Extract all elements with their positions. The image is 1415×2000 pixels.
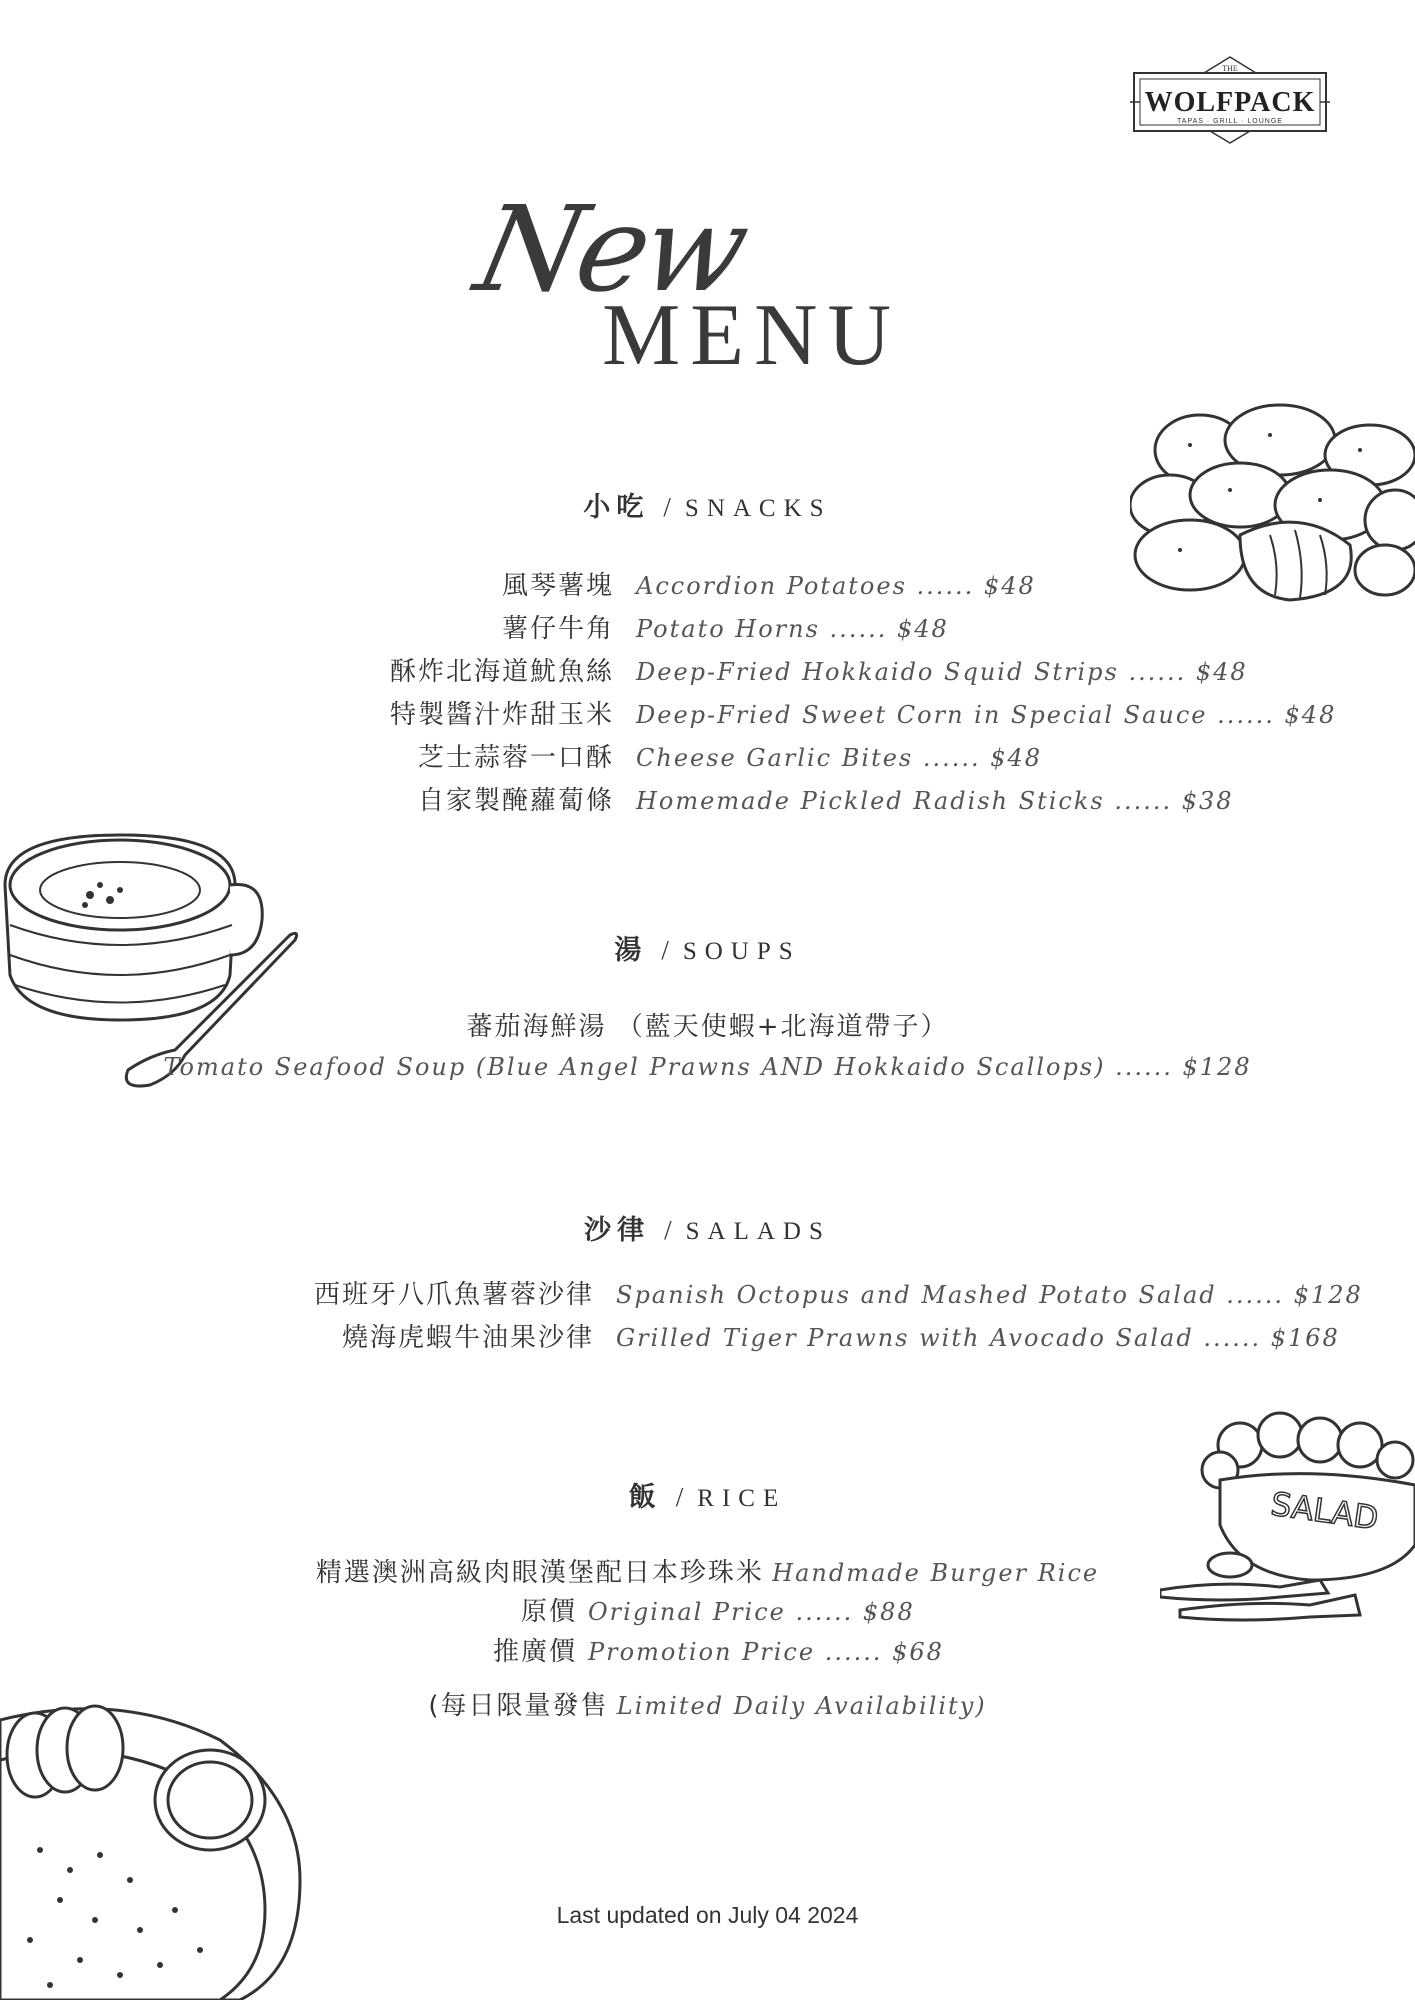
- menu-item-row: [0, 1275, 1415, 1315]
- section-heading-salads: [0, 1208, 1415, 1247]
- menu-item-row: [0, 738, 1415, 778]
- rice-dish-en: Handmade Burger Rice: [772, 1559, 1100, 1587]
- soup-item-en: Tomato Seafood Soup (Blue Angel Prawns AND Hokkaido Scallops) ...... $128: [163, 1053, 1252, 1081]
- menu-item-row: [0, 652, 1415, 692]
- menu-item-en: Grilled Tiger Prawns with Avocado Salad ...... $168: [616, 1324, 1340, 1352]
- rice-price-row: [0, 1632, 1415, 1672]
- section-zh: 飯: [628, 1482, 662, 1513]
- title-script: New: [465, 180, 757, 318]
- section-en: SALADS: [685, 1218, 831, 1245]
- menu-item-row: [0, 1318, 1415, 1358]
- divider-slash: /: [663, 492, 671, 522]
- rice-dish-zh: 精選澳洲高級肉眼漢堡配日本珍珠米: [315, 1558, 764, 1588]
- menu-item-row: [0, 695, 1415, 735]
- menu-item-en: Cheese Garlic Bites ...... $48: [636, 744, 1043, 772]
- logo-main-text: WOLFPACK: [1144, 87, 1316, 118]
- wolfpack-logo: [1130, 55, 1330, 145]
- title-menu: MENU: [602, 287, 902, 384]
- section-zh: 沙律: [584, 1215, 651, 1246]
- section-heading-snacks: [0, 485, 1415, 524]
- rice-note-en: Limited Daily Availability): [616, 1692, 987, 1720]
- rice-price-zh: 推廣價: [492, 1637, 577, 1667]
- menu-item-row: [0, 566, 1415, 606]
- section-en: SNACKS: [684, 495, 832, 522]
- last-updated-footer: Last updated on July 04 2024: [556, 1902, 859, 1928]
- rice-price-en: Original Price ...... $88: [588, 1598, 915, 1626]
- rice-note-zh: (每日限量發售: [428, 1691, 609, 1721]
- menu-item-zh: 薯仔牛角: [501, 614, 614, 644]
- menu-item-en: Potato Horns ...... $48: [636, 615, 949, 643]
- menu-item-en: Homemade Pickled Radish Sticks ...... $38: [636, 787, 1234, 815]
- rice-price-zh: 原價: [520, 1597, 577, 1627]
- menu-item-en: Deep-Fried Hokkaido Squid Strips ...... $48: [636, 658, 1248, 686]
- menu-item-zh: 自家製醃蘿蔔條: [417, 786, 614, 816]
- menu-item-row: [0, 781, 1415, 821]
- section-zh: 湯: [614, 935, 648, 966]
- menu-item-zh: 特製醬汁炸甜玉米: [389, 700, 614, 730]
- divider-slash: /: [675, 1482, 684, 1512]
- salad-bowl-label: SALAD: [1268, 1484, 1381, 1538]
- menu-item-zh: 西班牙八爪魚薯蓉沙律: [313, 1280, 594, 1310]
- menu-item-row: [0, 609, 1415, 649]
- soup-item-en-line: [0, 1052, 1415, 1082]
- menu-item-zh: 風琴薯塊: [501, 571, 614, 601]
- section-zh: 小吃: [583, 492, 650, 523]
- soup-item-zh: 蕃茄海鮮湯 （藍天使蝦+北海道帶子）: [466, 1012, 949, 1042]
- section-heading-rice: [0, 1475, 1415, 1514]
- menu-item-zh: 燒海虎蝦牛油果沙律: [341, 1323, 594, 1353]
- divider-slash: /: [664, 1215, 672, 1245]
- rice-note-line: [0, 1685, 1415, 1722]
- menu-item-en: Accordion Potatoes ...... $48: [636, 572, 1036, 600]
- section-heading-soups: [0, 928, 1415, 967]
- menu-item-en: Deep-Fried Sweet Corn in Special Sauce ...... $48: [636, 701, 1337, 729]
- divider-slash: /: [661, 935, 669, 965]
- section-en: RICE: [697, 1485, 787, 1512]
- rice-price-row: [0, 1592, 1415, 1632]
- rice-plate-illustration: [0, 1680, 310, 2000]
- section-en: SOUPS: [682, 938, 801, 965]
- soup-item-zh-line: [0, 1006, 1415, 1043]
- rice-price-en: Promotion Price ...... $68: [588, 1638, 944, 1666]
- menu-item-en: Spanish Octopus and Mashed Potato Salad ...... $128: [616, 1281, 1363, 1309]
- menu-item-zh: 酥炸北海道魷魚絲: [389, 657, 614, 687]
- logo-top-text: THE: [1222, 64, 1238, 73]
- menu-item-zh: 芝士蒜蓉一口酥: [417, 743, 614, 773]
- rice-dish-line: [0, 1552, 1415, 1589]
- logo-sub-text: TAPAS · GRILL · LOUNGE: [1177, 118, 1283, 125]
